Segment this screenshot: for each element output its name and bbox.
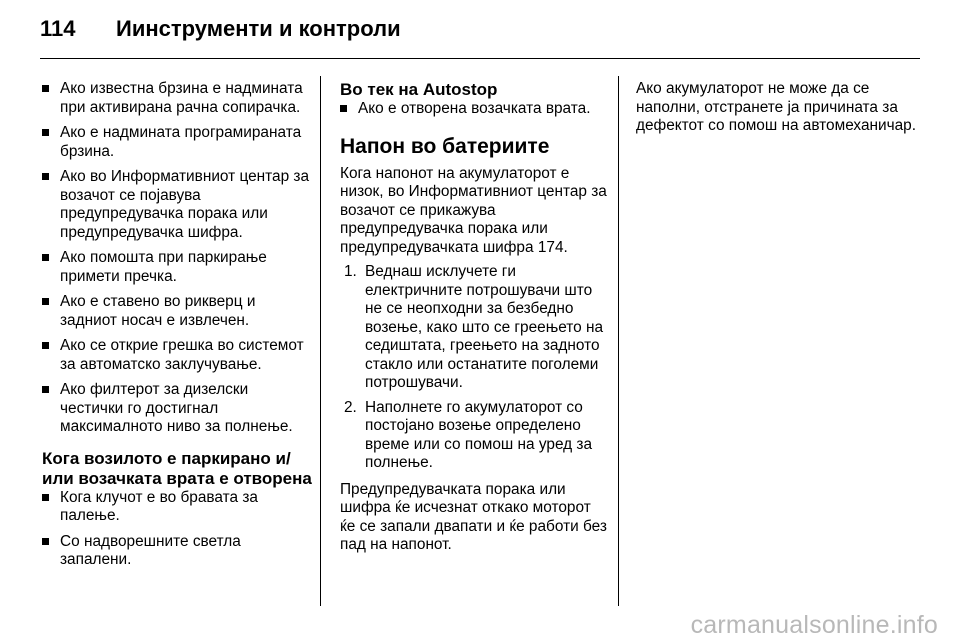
battery-intro-paragraph: Кога напонот на акумулаторот е низок, во Информативниот центар за возачот се прикажува предупредувачка порака или предупредувачката шифра 174. [340,164,607,256]
autostop-subheading: Во тек на Autostop [340,80,498,99]
watermark: carmanualsonline.info [690,611,938,639]
warning-conditions-list [42,80,314,437]
step-item [340,263,608,393]
column-2 [340,80,608,555]
parked-conditions-list [42,489,314,570]
page-title: Иинструменти и контроли [116,16,401,41]
step-number: 2. [344,398,357,416]
step-item [340,399,608,473]
list-item: Ако е ставено во рикверц и задниот носач е извлечен. [42,293,314,330]
list-item: Кога клучот е во бравата за палење. [42,489,314,526]
page-number: 114 [40,16,76,41]
list-item: Со надворешните светла запалени. [42,533,314,570]
step-number: 1. [344,263,357,280]
column-divider-2 [618,76,619,606]
parked-subheading: Кога возилото е паркирано и/или возачката врата е отворена [42,448,312,488]
list-item: Ако помошта при паркирање примети пречка. [42,249,314,286]
list-item: Ако во Информативниот центар за возачот се појавува предупредувачка порака или предупредувачка шифра. [42,168,314,242]
column-3 [636,80,918,136]
autostop-list [340,100,608,119]
battery-repair-paragraph: Ако акумулаторот не може да се наполни, отстранете ја причината за дефектот со помош на автомеханичар. [636,80,917,134]
step-text: Наполнете го акумулаторот со постојано возење определено време или со помош на уред за полнење. [365,398,593,471]
header-rule [40,58,920,59]
list-item: Ако филтерот за дизелски честички го достигнал максималното ниво за полнење. [42,381,314,437]
list-item: Ако се открие грешка во системот за автоматско заклучување. [42,337,314,374]
list-item: Ако е отворена возачката врата. [340,100,608,119]
column-1 [42,80,314,577]
column-divider-1 [320,76,321,606]
battery-steps-list [340,263,608,473]
list-item: Ако е надмината програмираната брзина. [42,124,314,161]
step-text: Веднаш исклучете ги електричните потрошувачи што не се неопходни за безбедно возење, како што се греењето на седиштата, греењето на задното стакло или останатите поголеми потрошувачи. [365,263,604,391]
battery-outro-paragraph: Предупредувачката порака или шифра ќе исчезнат откако моторот ќе се запали двапати и ќе работи без пад на напонот. [340,480,607,553]
list-item: Ако известна брзина е надмината при активирана рачна сопирачка. [42,80,314,117]
battery-voltage-heading: Напон во батериите [340,134,550,158]
